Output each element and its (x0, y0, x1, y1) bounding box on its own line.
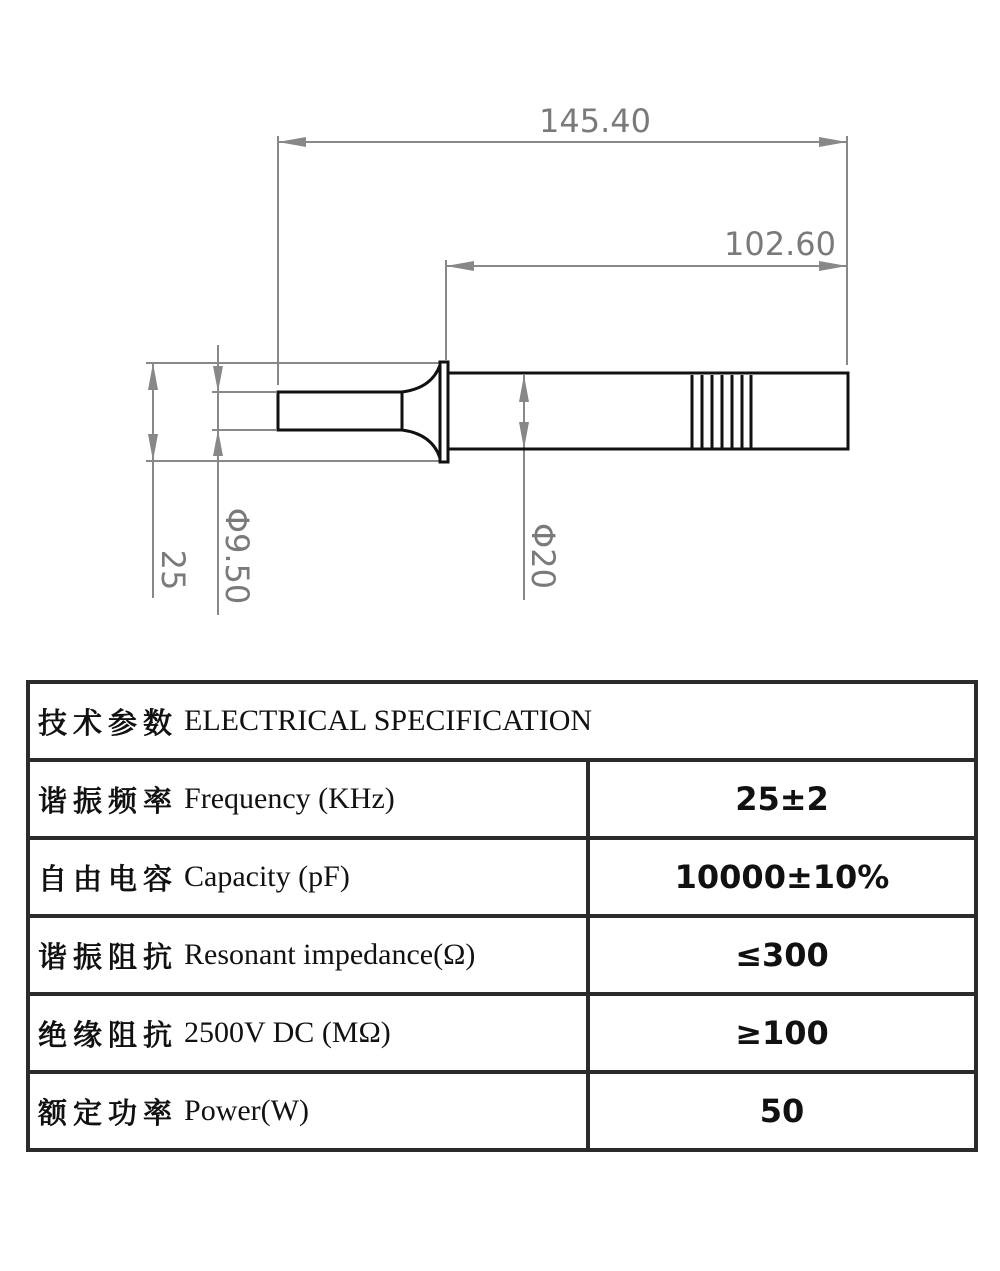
spec-header-row (28, 682, 976, 760)
spec-label-cn: 谐振阻抗 (38, 939, 179, 974)
body-length-dimension (446, 225, 847, 360)
overall-length-label: 145.40 (539, 102, 651, 140)
body-diameter-dimension (519, 375, 562, 600)
spec-label-en: Frequency (KHz) (184, 782, 395, 815)
spec-row-impedance (28, 916, 976, 994)
body-length-label: 102.60 (724, 225, 836, 263)
spec-row-power (28, 1072, 976, 1150)
spec-label-en: Capacity (pF) (184, 860, 350, 893)
grip-grooves (692, 375, 751, 448)
spec-label-en: Power(W) (184, 1094, 309, 1127)
spec-label-cn: 绝缘阻抗 (38, 1017, 179, 1052)
spec-value-power: 50 (588, 1072, 976, 1150)
spec-label-cell (28, 838, 588, 916)
spec-value-impedance: ≤300 (588, 916, 976, 994)
spec-header-cn: 技术参数 (38, 705, 179, 740)
spec-value-capacity: 10000±10% (588, 838, 976, 916)
tip-diameter-dimension (212, 345, 276, 615)
spec-label-cn: 额定功率 (38, 1095, 179, 1130)
spec-row-capacity (28, 838, 976, 916)
spec-label-cell (28, 994, 588, 1072)
spec-row-insulation (28, 994, 976, 1072)
flange-diameter-dimension (146, 363, 440, 598)
spec-label-en: Resonant impedance(Ω) (184, 938, 476, 971)
flange-diameter-label: 25 (154, 549, 192, 591)
spec-header-en: ELECTRICAL SPECIFICATION (184, 704, 593, 737)
spec-header-cell (28, 682, 976, 760)
spec-row-frequency (28, 760, 976, 838)
spec-table (26, 680, 978, 1152)
spec-label-cell (28, 916, 588, 994)
transducer-outline (278, 362, 848, 462)
tip-diameter-label: Φ9.50 (218, 507, 256, 605)
spec-label-en: 2500V DC (MΩ) (184, 1016, 391, 1049)
spec-value-frequency: 25±2 (588, 760, 976, 838)
body-diameter-label: Φ20 (524, 523, 562, 589)
spec-label-cell (28, 760, 588, 838)
spec-label-cn: 自由电容 (38, 861, 179, 896)
spec-label-cell (28, 1072, 588, 1150)
spec-label-cn: 谐振频率 (38, 783, 179, 818)
spec-value-insulation: ≥100 (588, 994, 976, 1072)
